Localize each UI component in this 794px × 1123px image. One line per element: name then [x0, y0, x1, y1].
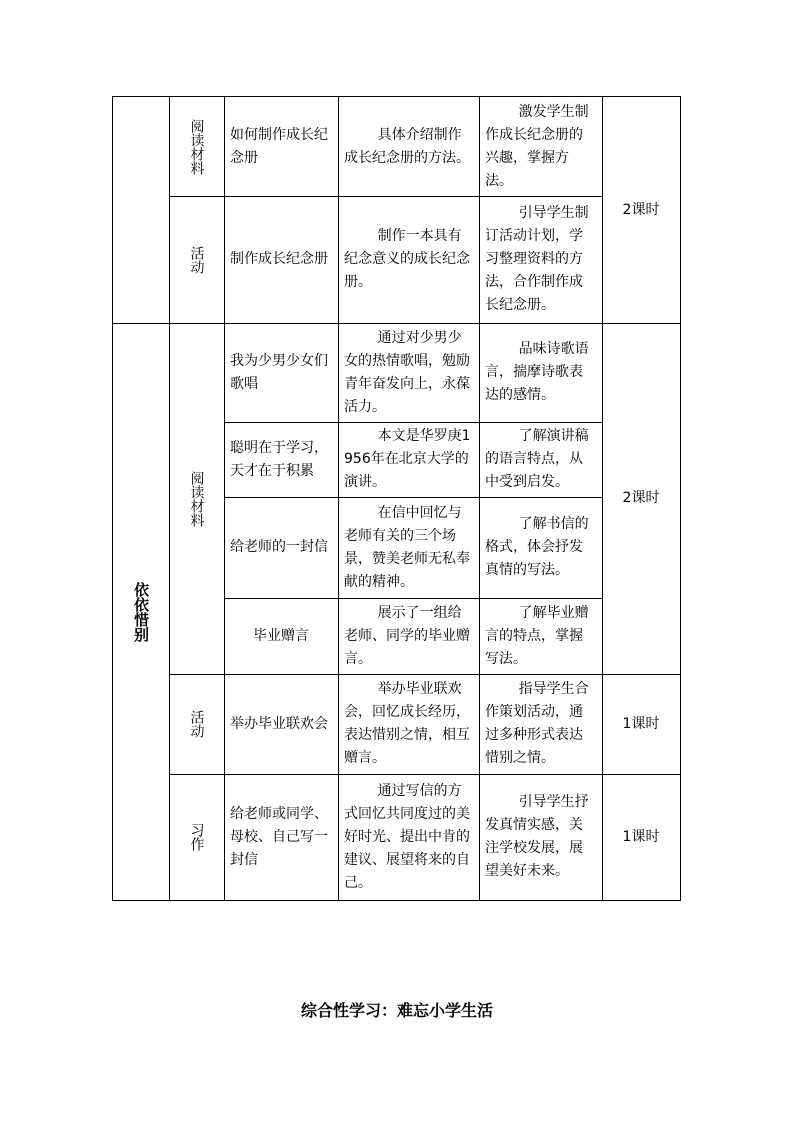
content-cell: [338, 96, 480, 197]
goal-text: 了解演讲稿的语言特点，从中受到启发。: [485, 428, 589, 490]
type-cell: [169, 96, 225, 197]
content-cell: [338, 196, 480, 324]
content-cell: [338, 422, 480, 498]
title-text: 聪明在于学习，天才在于积累: [230, 439, 328, 479]
type-cell: [169, 323, 225, 675]
unit-cell: [112, 323, 170, 901]
title-cell: [224, 96, 339, 197]
content-text: 在信中回忆与老师有关的三个场景，赞美老师无私奉献的精神。: [344, 504, 470, 590]
goal-cell: [479, 196, 603, 324]
content-cell: [338, 774, 480, 901]
type-label: 阅读材料: [188, 118, 205, 175]
content-text: 举办毕业联欢会，回忆成长经历，表达惜别之情，相互赠言。: [344, 681, 470, 766]
goal-text: 品味诗歌语言，揣摩诗歌表达的感情。: [485, 341, 589, 403]
title-cell: [224, 497, 339, 599]
content-text: 通过写信的方式回忆共同度过的美好时光、提出中肯的建议、展望将来的自己。: [344, 782, 470, 891]
title-text: 举办毕业联欢会: [230, 715, 328, 732]
section-title: 综合性学习：难忘小学生活: [300, 1001, 493, 1020]
hours-text: 1课时: [622, 828, 660, 845]
hours-cell: [602, 674, 681, 775]
goal-cell: [479, 323, 603, 423]
type-cell: [169, 196, 225, 324]
goal-text: 了解书信的格式，体会抒发真情的写法。: [485, 516, 589, 578]
hours-cell: [602, 774, 681, 901]
hours-text: 2课时: [622, 490, 660, 506]
title-cell: [224, 422, 339, 498]
title-cell: [224, 598, 339, 675]
title-text: 给老师或同学、母校、自己写一封信: [230, 805, 328, 868]
goal-text: 激发学生制作成长纪念册的兴趣，掌握方法。: [485, 103, 589, 189]
hours-text: 1课时: [622, 715, 660, 732]
goal-cell: [479, 422, 603, 498]
unit-name: 依依惜别: [132, 581, 150, 642]
title-cell: [224, 323, 339, 423]
content-cell: [338, 674, 480, 775]
title-text: 我为少男少女们歌唱: [230, 352, 328, 392]
goal-cell: [479, 96, 603, 197]
type-label: 阅读材料: [188, 470, 205, 527]
type-cell: [169, 674, 225, 775]
hours-text: 2课时: [622, 201, 660, 218]
goal-cell: [479, 674, 603, 775]
content-text: 本文是华罗庚1956年在北京大学的演讲。: [344, 428, 471, 490]
unit-cell-empty: [112, 96, 170, 324]
content-cell: [338, 323, 480, 423]
hours-cell: [602, 96, 681, 324]
type-label: 活动: [188, 710, 205, 738]
title-cell: [224, 774, 339, 901]
goal-cell: [479, 598, 603, 675]
title-cell: [224, 674, 339, 775]
content-text: 制作一本具有纪念意义的成长纪念册。: [344, 228, 470, 290]
content-cell: [338, 497, 480, 599]
type-label: 习作: [188, 823, 205, 851]
goal-text: 引导学生制订活动计划，学习整理资料的方法，合作制作成长纪念册。: [485, 205, 589, 313]
title-text: 制作成长纪念册: [230, 251, 328, 267]
goal-cell: [479, 774, 603, 901]
goal-text: 引导学生抒发真情实感，关注学校发展，展望美好未来。: [485, 794, 589, 879]
content-text: 具体介绍制作成长纪念册的方法。: [344, 126, 470, 166]
goal-text: 指导学生合作策划活动，通过多种形式表达惜别之情。: [485, 681, 589, 766]
title-text: 如何制作成长纪念册: [230, 126, 328, 166]
content-cell: [338, 598, 480, 675]
hours-cell: [602, 323, 681, 675]
title-cell: [224, 196, 339, 324]
goal-text: 了解毕业赠言的特点，掌握写法。: [485, 604, 589, 667]
content-text: 通过对少男少女的热情歌唱，勉励青年奋发向上，永葆活力。: [344, 329, 470, 415]
type-cell: [169, 774, 225, 901]
type-label: 活动: [188, 245, 205, 274]
goal-cell: [479, 497, 603, 599]
title-text: 毕业赠言: [253, 627, 309, 644]
title-text: 给老师的一封信: [230, 539, 328, 555]
content-text: 展示了一组给老师、同学的毕业赠言。: [344, 604, 470, 667]
